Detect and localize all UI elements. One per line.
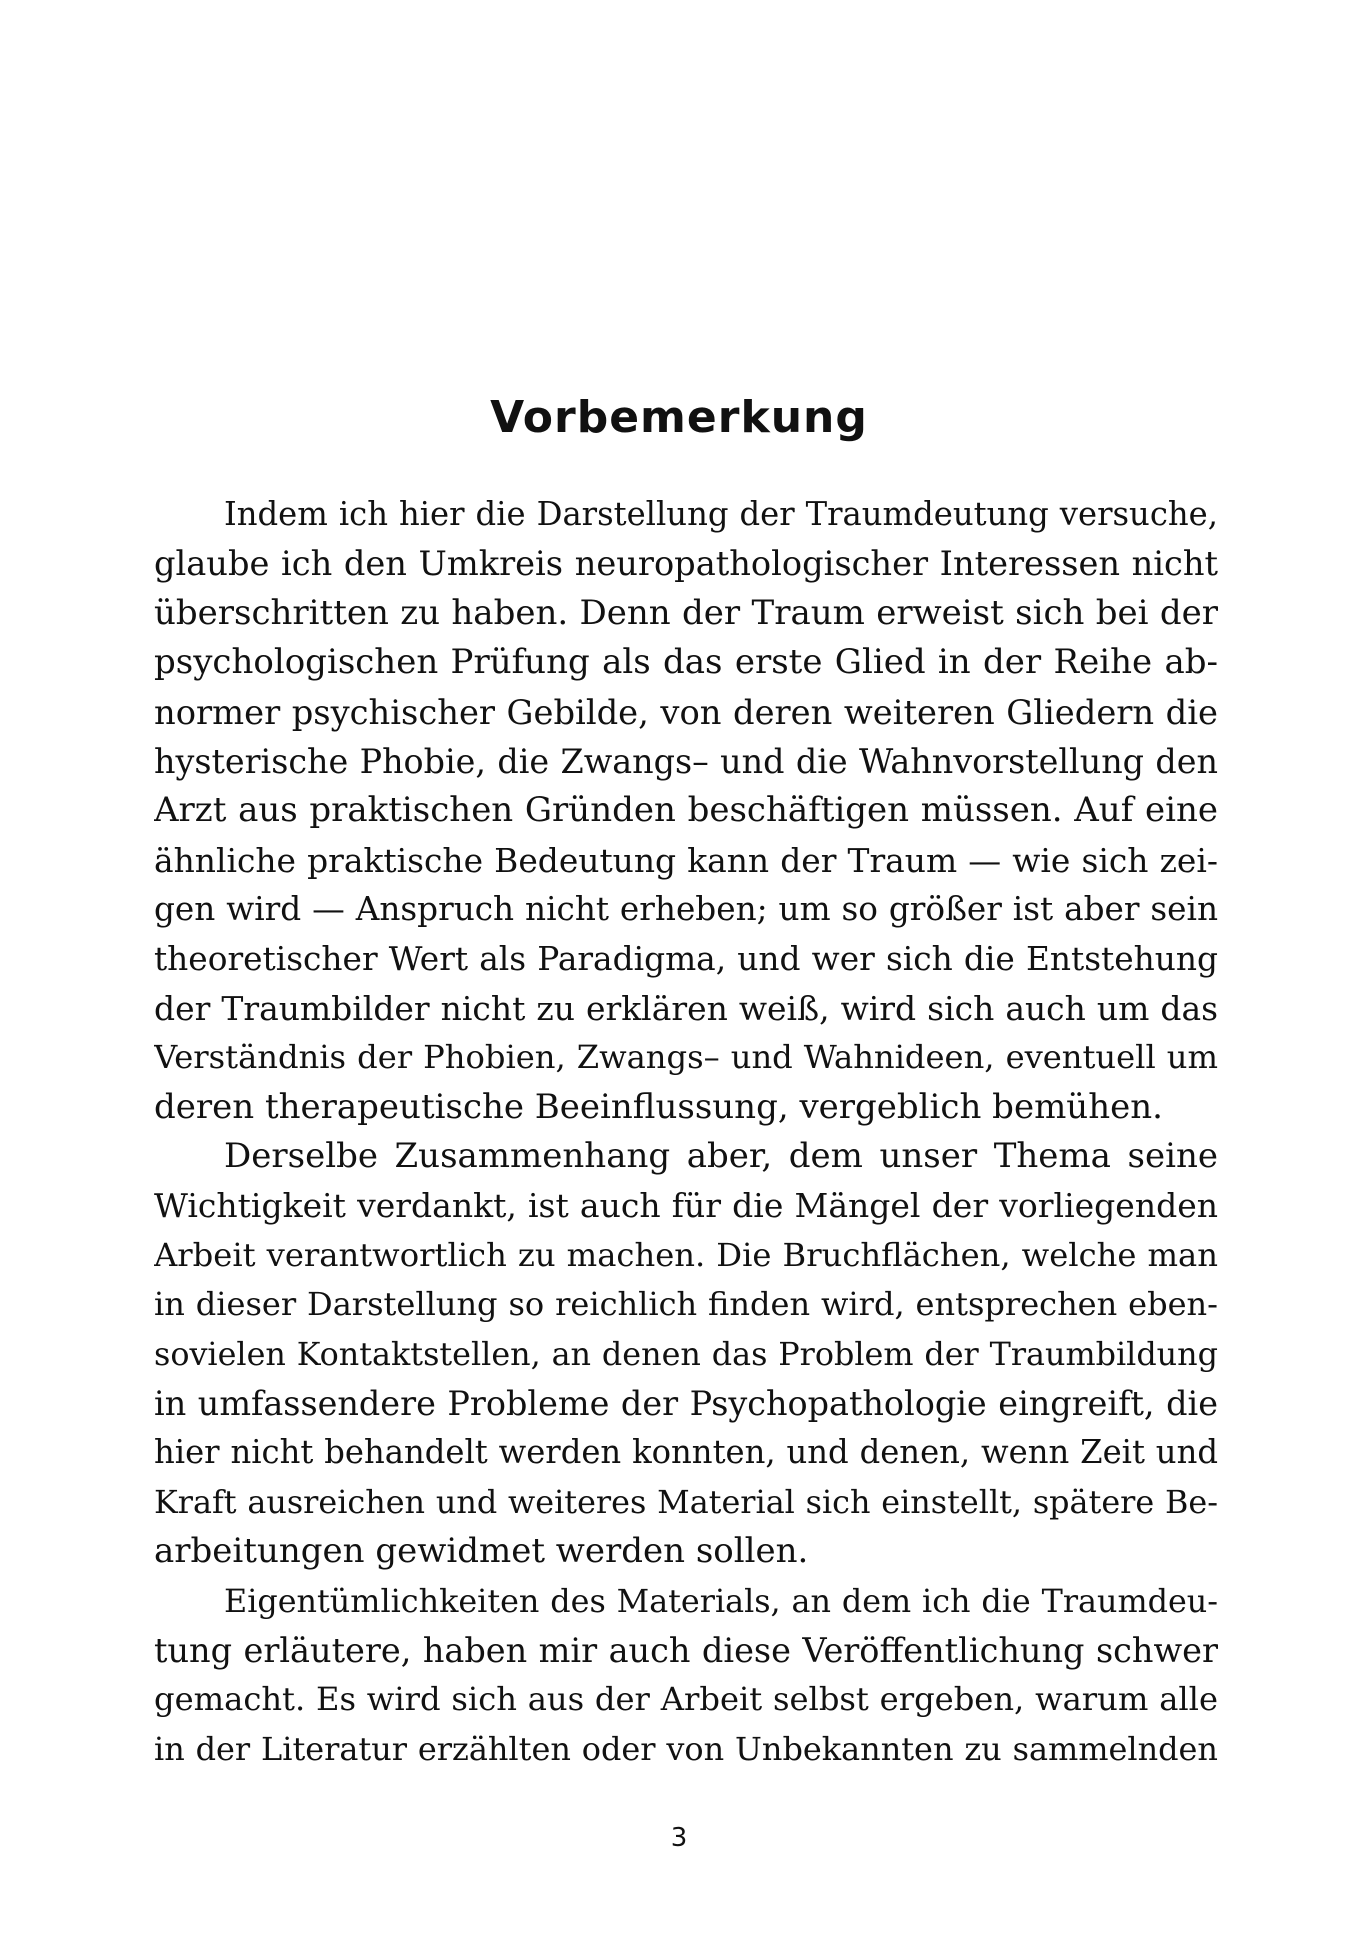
text-line: der Traumbilder nicht zu erklären weiß, wird sich auch um das <box>154 988 1218 1028</box>
text-line: überschritten zu haben. Denn der Traum erweist sich bei der <box>154 592 1218 633</box>
text-line: arbeitungen gewidmet werden sollen. <box>154 1531 809 1572</box>
text-line: Arzt aus praktischen Gründen beschäftigen müssen. Auf eine <box>154 790 1218 831</box>
text-line: tung erläutere, haben mir auch diese Veröffentlichung schwer <box>154 1630 1218 1670</box>
text-line: in der Literatur erzählten oder von Unbekannten zu sammelnden <box>154 1729 1218 1768</box>
text-line: deren therapeutische Beeinflussung, vergeblich bemühen. <box>154 1086 1163 1127</box>
text-line: psychologischen Prüfung als das erste Glied in der Reihe ab- <box>154 642 1218 683</box>
text-line: in umfassendere Probleme der Psychopathologie eingreift, die <box>154 1384 1218 1424</box>
text-line: gemacht. Es wird sich aus der Arbeit selbst ergeben, warum alle <box>154 1680 1218 1719</box>
text-line: in dieser Darstellung so reichlich finden wird, entsprechen eben- <box>154 1285 1218 1324</box>
text-line: hier nicht behandelt werden konnten, und denen, wenn Zeit und <box>154 1433 1218 1472</box>
paragraph-2 <box>154 1132 1218 1577</box>
text-line: sovielen Kontaktstellen, an denen das Problem der Traumbildung <box>154 1335 1218 1373</box>
text-line: Kraft ausreichen und weiteres Material sich einstellt, spätere Be- <box>154 1482 1218 1521</box>
text-line: glaube ich den Umkreis neuropathologischer Interessen nicht <box>154 544 1218 584</box>
text-line: normer psychischer Gebilde, von deren weiteren Gliedern die <box>154 692 1218 732</box>
text-line: theoretischer Wert als Paradigma, und wer sich die Entstehung <box>154 939 1218 978</box>
text-line: Wichtigkeit verdankt, ist auch für die Mängel der vorliegenden <box>154 1186 1218 1226</box>
text-line: Eigentümlichkeiten des Materials, an dem ich die Traumdeu- <box>224 1581 1218 1620</box>
page-number: 3 <box>670 1823 688 1853</box>
text-line: Verständnis der Phobien, Zwangs– und Wahnideen, eventuell um <box>154 1038 1218 1077</box>
text-line: Derselbe Zusammenhang aber, dem unser Thema seine <box>224 1136 1218 1177</box>
text-line: hysterische Phobie, die Zwangs– und die Wahnvorstellung den <box>154 741 1218 781</box>
page-title: Vorbemerkung <box>490 392 868 443</box>
text-line: ähnliche praktische Bedeutung kann der Traum — wie sich zei- <box>154 840 1218 880</box>
paragraph-1 <box>154 490 1218 1132</box>
text-line: Indem ich hier die Darstellung der Traumdeutung versuche, <box>224 495 1218 533</box>
text-line: gen wird — Anspruch nicht erheben; um so größer ist aber sein <box>154 890 1218 929</box>
paragraph-3 <box>154 1577 1218 1775</box>
text-line: Arbeit verantwortlich zu machen. Die Bruchflächen, welche man <box>154 1235 1218 1274</box>
body-text <box>154 490 1218 1774</box>
